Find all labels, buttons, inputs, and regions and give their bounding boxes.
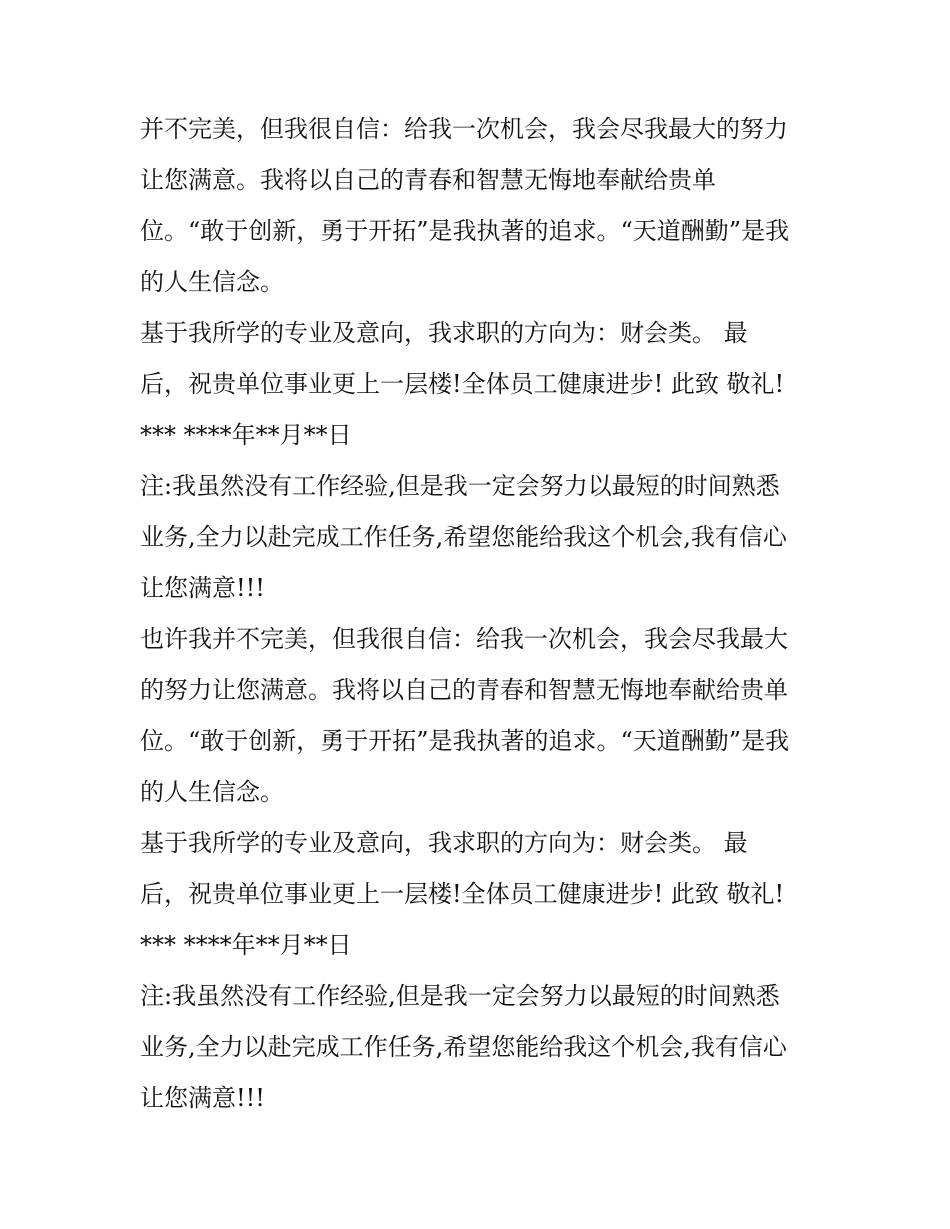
text-line: 让您满意。我将以自己的青春和智慧无悔地奉献给贵单 [140, 166, 716, 194]
text-line: 让您满意!!! [140, 1084, 265, 1112]
text-line: 基于我所学的专业及意向，我求职的方向为：财会类。 最 [140, 319, 748, 347]
text-line: 业务,全力以赴完成工作任务,希望您能给我这个机会,我有信心 [140, 1033, 787, 1061]
text-line: 后，祝贵单位事业更上一层楼!全体员工健康进步! 此致 敬礼! [140, 370, 785, 398]
date-line: *** ****年**月**日 [140, 421, 352, 449]
text-line: 让您满意!!! [140, 574, 265, 602]
text-line: 的人生信念。 [140, 778, 284, 806]
body-text [140, 104, 830, 1124]
note-line: 注:我虽然没有工作经验,但是我一定会努力以最短的时间熟悉 [140, 472, 780, 500]
text-line: 基于我所学的专业及意向，我求职的方向为：财会类。 最 [140, 829, 748, 857]
note-line: 注:我虽然没有工作经验,但是我一定会努力以最短的时间熟悉 [140, 982, 780, 1010]
text-line: 的努力让您满意。我将以自己的青春和智慧无悔地奉献给贵单 [140, 676, 788, 704]
text-line: 的人生信念。 [140, 268, 284, 296]
date-line: *** ****年**月**日 [140, 931, 352, 959]
text-line: 也许我并不完美，但我很自信：给我一次机会，我会尽我最大 [140, 625, 788, 653]
text-line: 并不完美，但我很自信：给我一次机会，我会尽我最大的努力 [140, 115, 788, 143]
text-line: 位。“敢于创新，勇于开拓”是我执著的追求。“天道酬勤”是我 [140, 727, 790, 755]
text-line: 后，祝贵单位事业更上一层楼!全体员工健康进步! 此致 敬礼! [140, 880, 785, 908]
text-line: 业务,全力以赴完成工作任务,希望您能给我这个机会,我有信心 [140, 523, 787, 551]
text-line: 位。“敢于创新，勇于开拓”是我执著的追求。“天道酬勤”是我 [140, 217, 790, 245]
